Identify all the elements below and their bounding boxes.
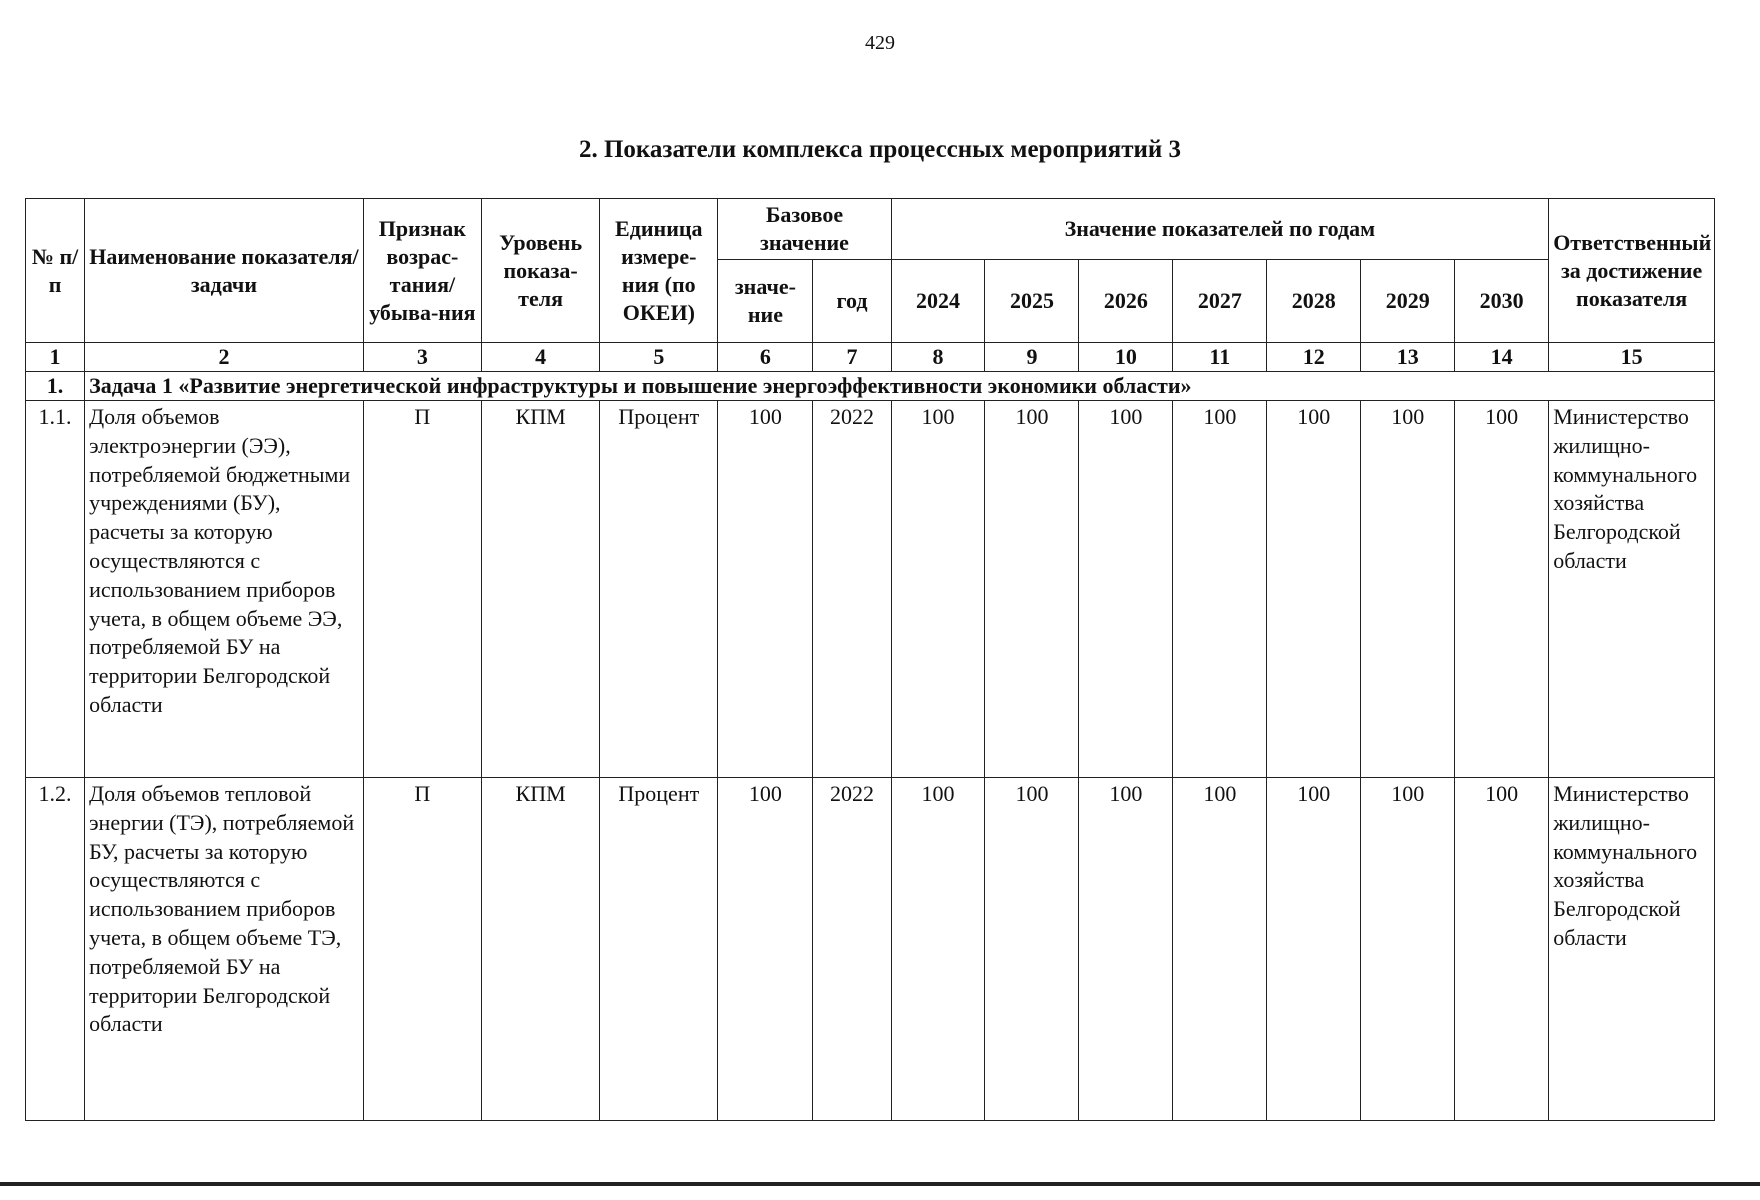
column-number: 14 [1455,343,1549,372]
row-value-2026: 100 [1079,401,1173,778]
row-value-2030: 100 [1455,778,1549,1121]
header-sign: Признак возрас-тания/ убыва-ния [363,199,481,343]
row-value-2029: 100 [1361,778,1455,1121]
header-base-year: год [813,260,891,343]
row-sign: П [363,401,481,778]
task-title: Задача 1 «Развитие энергетической инфраструктуры и повышение энергоэффективности экономики области» [85,372,1715,401]
header-year-2024: 2024 [891,260,985,343]
header-year-2030: 2030 [1455,260,1549,343]
column-number: 7 [813,343,891,372]
column-number: 3 [363,343,481,372]
row-base-year: 2022 [813,778,891,1121]
row-value-2030: 100 [1455,401,1549,778]
row-value-2027: 100 [1173,778,1267,1121]
table-row [26,778,1715,1121]
header-year-2028: 2028 [1267,260,1361,343]
header-year-2029: 2029 [1361,260,1455,343]
row-base-value: 100 [718,778,813,1121]
row-responsible: Министерство жилищно-коммунального хозяйства Белгородской области [1549,778,1715,1121]
header-responsible: Ответственный за достижение показателя [1549,199,1715,343]
row-level: КПМ [481,778,599,1121]
header-level: Уровень показа-теля [481,199,599,343]
row-value-2024: 100 [891,778,985,1121]
row-base-year: 2022 [813,401,891,778]
row-indicator-name: Доля объемов тепловой энергии (ТЭ), потребляемой БУ, расчеты за которую осуществляются с использованием приборов учета, в общем объеме ТЭ, потребляемой БУ на территории Белгородской области [85,778,364,1121]
header-num: № п/п [26,199,85,343]
header-years-group: Значение показателей по годам [891,199,1549,260]
page-bottom-rule [0,1182,1760,1186]
row-responsible: Министерство жилищно-коммунального хозяйства Белгородской области [1549,401,1715,778]
row-value-2029: 100 [1361,401,1455,778]
page-title: 2. Показатели комплекса процессных мероприятий 3 [578,136,1182,163]
row-unit: Процент [600,401,718,778]
header-year-2025: 2025 [985,260,1079,343]
column-number: 8 [891,343,985,372]
header-year-2027: 2027 [1173,260,1267,343]
header-unit: Единица измере-ния (по ОКЕИ) [600,199,718,343]
row-value-2027: 100 [1173,401,1267,778]
column-number: 4 [481,343,599,372]
row-indicator-name: Доля объемов электроэнергии (ЭЭ), потребляемой бюджетными учреждениями (БУ), расчеты за которую осуществляются с использованием приборов учета, в общем объеме ЭЭ, потребляемой БУ на территории Белгородской области [85,401,364,778]
row-value-2025: 100 [985,778,1079,1121]
row-num: 1.2. [26,778,85,1121]
row-level: КПМ [481,401,599,778]
row-value-2028: 100 [1267,778,1361,1121]
header-name: Наименование показателя/задачи [85,199,364,343]
column-number: 11 [1173,343,1267,372]
header-row-1 [26,199,1715,260]
row-sign: П [363,778,481,1121]
row-base-value: 100 [718,401,813,778]
column-number: 10 [1079,343,1173,372]
task-num: 1. [26,372,85,401]
header-year-2026: 2026 [1079,260,1173,343]
column-number: 9 [985,343,1079,372]
row-value-2026: 100 [1079,778,1173,1121]
column-numbers-row [26,343,1715,372]
row-num: 1.1. [26,401,85,778]
column-number: 5 [600,343,718,372]
header-base-value: значе-ние [718,260,813,343]
table-row [26,401,1715,778]
page-number: 429 [865,32,895,54]
row-value-2024: 100 [891,401,985,778]
task-row [26,372,1715,401]
column-number: 13 [1361,343,1455,372]
column-number: 6 [718,343,813,372]
row-value-2025: 100 [985,401,1079,778]
header-base: Базовое значение [718,199,891,260]
column-number: 15 [1549,343,1715,372]
column-number: 2 [85,343,364,372]
indicators-table [25,198,1715,1121]
column-number: 12 [1267,343,1361,372]
column-number: 1 [26,343,85,372]
row-unit: Процент [600,778,718,1121]
row-value-2028: 100 [1267,401,1361,778]
